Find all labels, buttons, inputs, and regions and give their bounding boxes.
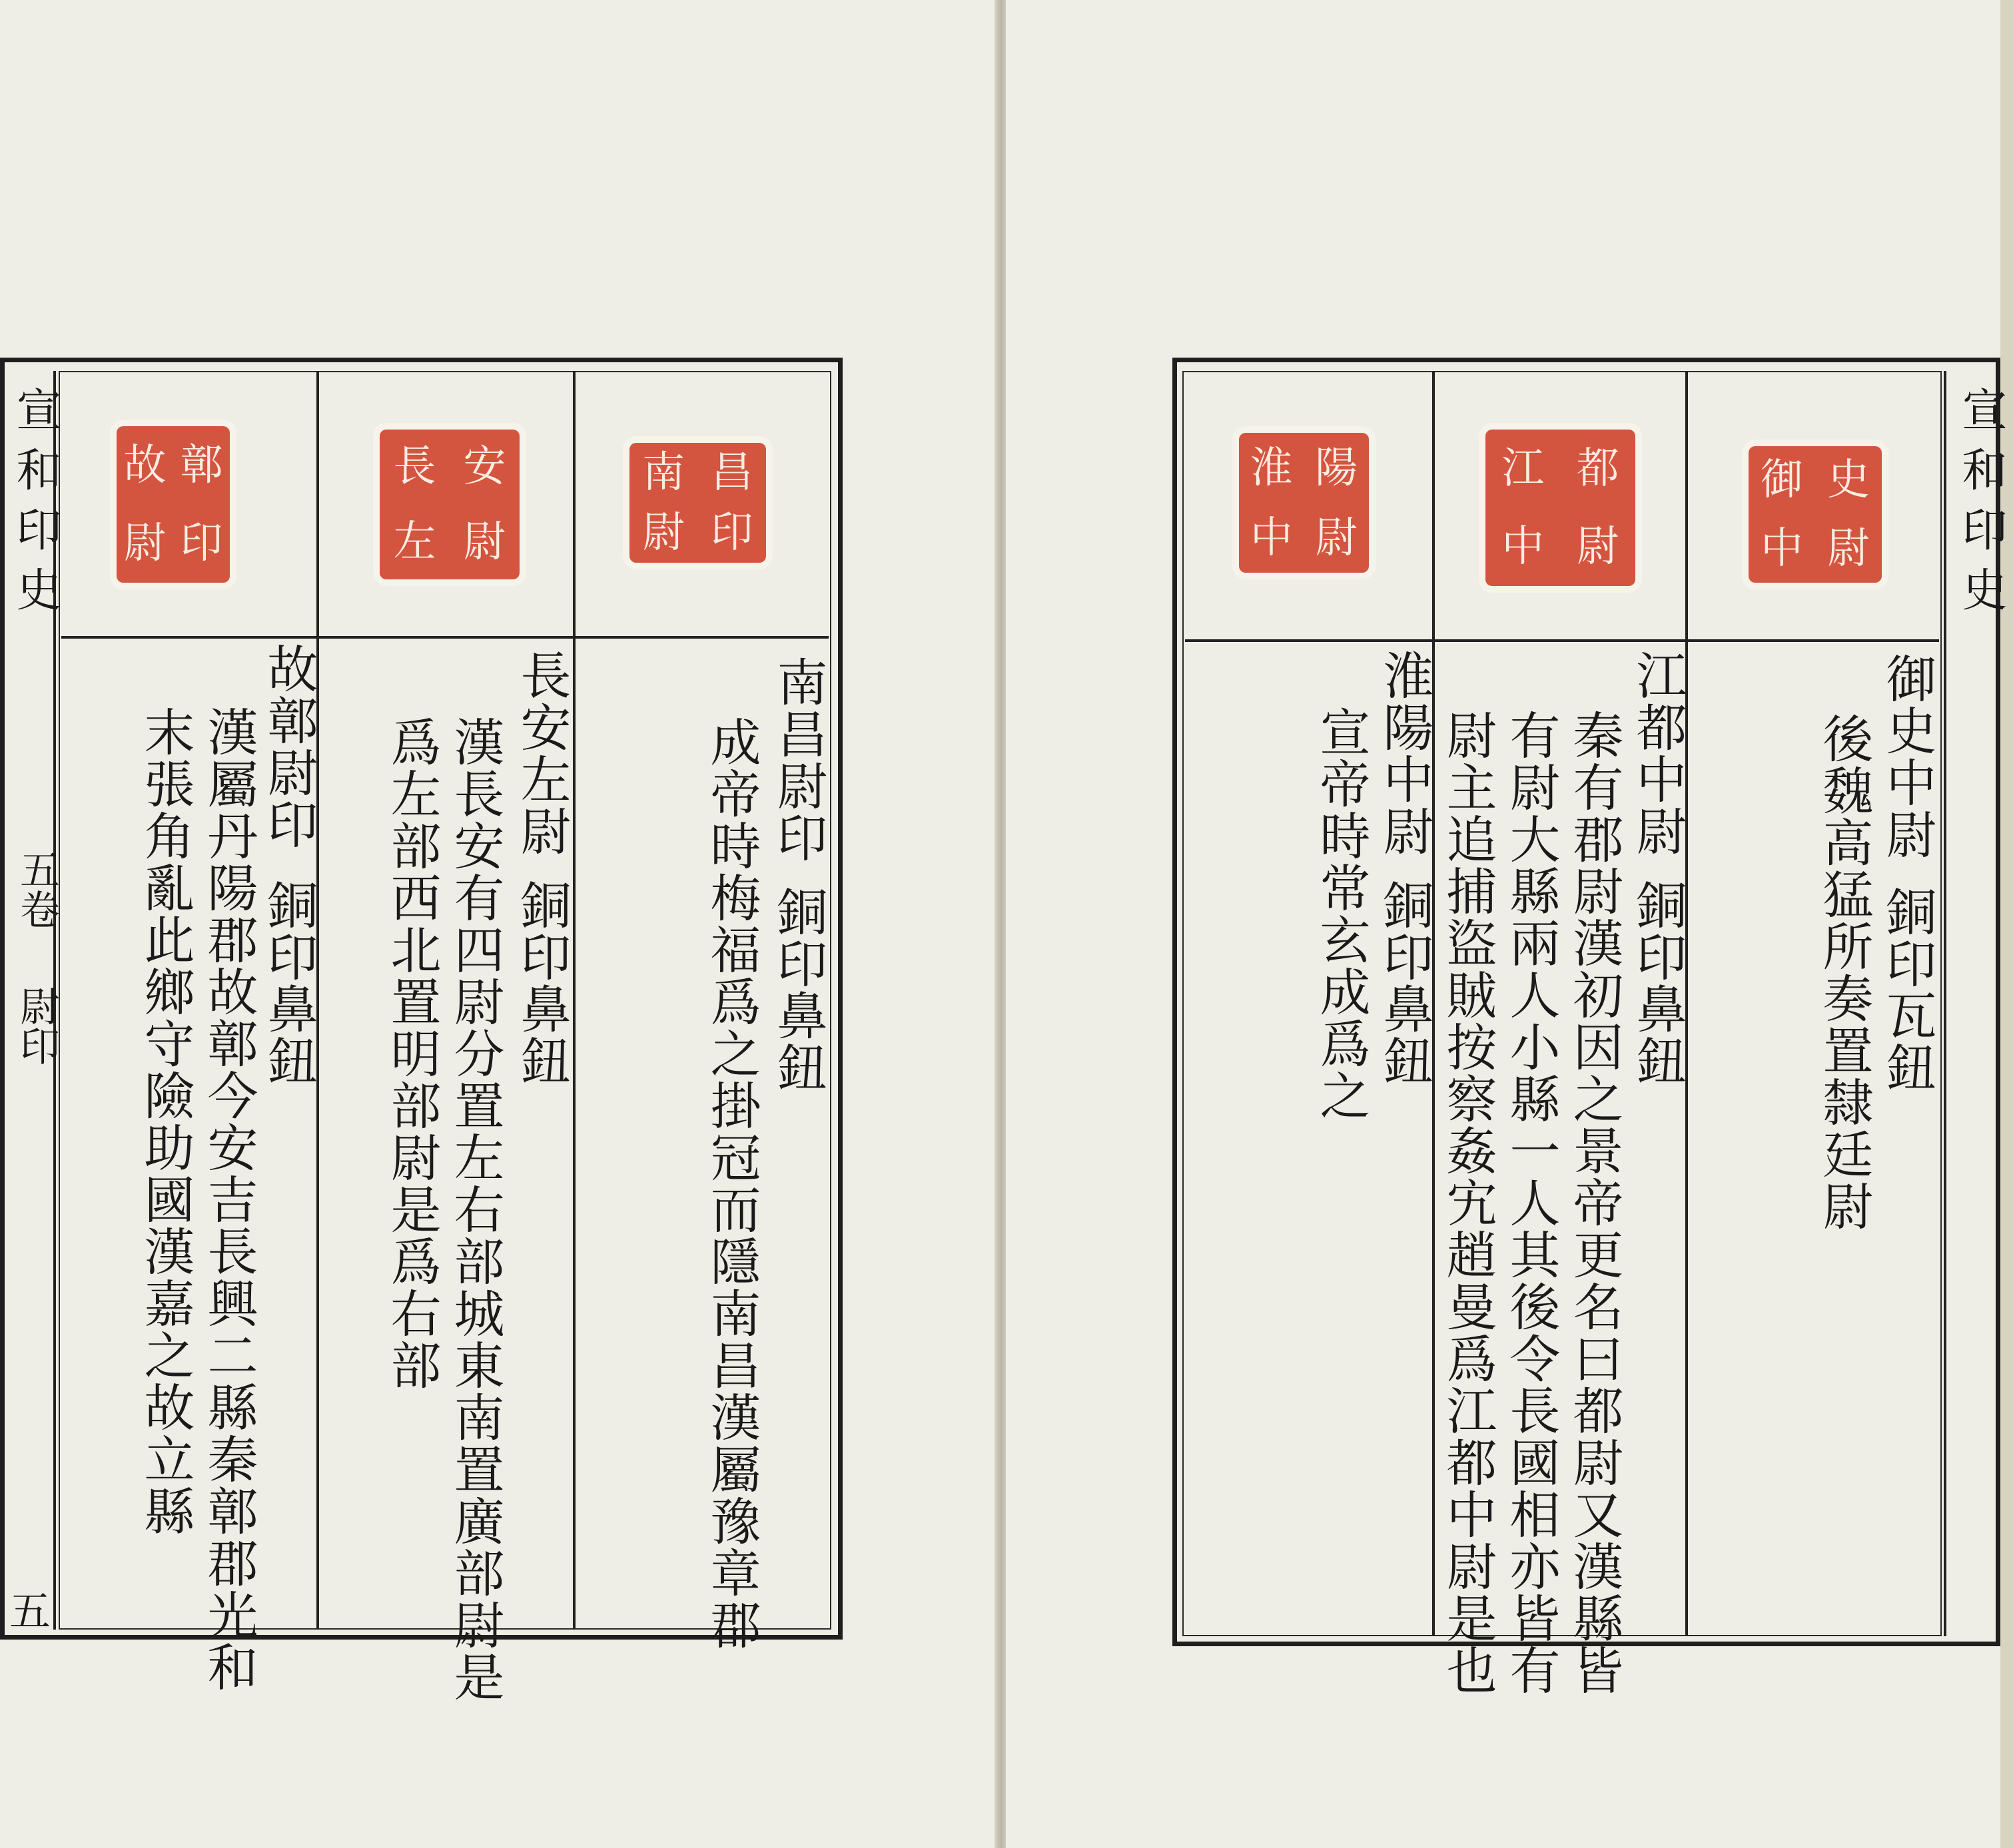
entry-note: 爲左部西北置明部尉是爲右部 bbox=[382, 716, 442, 1391]
seal-char: 故 bbox=[123, 440, 167, 490]
entry-note: 後魏高猛所奏置隸廷尉 bbox=[1814, 713, 1874, 1232]
seal-char: 長 bbox=[393, 442, 436, 492]
left-seal-row-divider bbox=[61, 636, 829, 639]
folio-number: 五 bbox=[9, 1587, 51, 1636]
volume-marker: 五卷 bbox=[13, 849, 60, 929]
seal-char: 御 bbox=[1761, 456, 1803, 505]
seal-char: 印 bbox=[710, 508, 753, 557]
seal-jiangdu-zhongwei bbox=[1485, 430, 1635, 586]
seal-char: 尉 bbox=[1827, 523, 1870, 573]
entry-spec: 銅印鼻鈕 bbox=[769, 886, 828, 1093]
entry-note: 漢長安有四尉分置左右部城東南置廣部尉是 bbox=[446, 716, 505, 1703]
entry-heading: 南昌尉印 bbox=[769, 656, 828, 864]
seal-char: 鄣 bbox=[180, 440, 223, 490]
seal-char: 尉 bbox=[642, 508, 685, 557]
right-page bbox=[1006, 0, 2007, 1848]
entry-heading: 長安左尉 bbox=[512, 649, 572, 857]
seal-char: 尉 bbox=[123, 519, 167, 569]
seal-guzhang-weiyin bbox=[117, 426, 230, 583]
seal-char: 昌 bbox=[710, 448, 753, 497]
seal-char: 尉 bbox=[1576, 522, 1619, 572]
seal-char: 中 bbox=[1501, 522, 1545, 572]
entry-heading: 淮陽中尉 bbox=[1375, 649, 1434, 857]
section-marker: 尉印 bbox=[13, 986, 60, 1066]
entry-note: 宣帝時常玄成爲之 bbox=[1312, 706, 1371, 1121]
seal-char: 中 bbox=[1761, 523, 1803, 573]
entry-spec: 銅印鼻鈕 bbox=[512, 879, 572, 1087]
seal-char: 淮 bbox=[1250, 443, 1293, 493]
seal-char: 江 bbox=[1501, 444, 1545, 493]
right-seal-row-divider bbox=[1185, 639, 1939, 642]
entry-note: 成帝時梅福爲之掛冠而隱南昌漢屬豫章郡 bbox=[702, 716, 761, 1651]
seal-char: 印 bbox=[180, 519, 223, 569]
seal-nanchang-weiyin bbox=[629, 443, 766, 563]
entry-note: 尉主追捕盜賊按察姦宄趙曼爲江都中尉是也 bbox=[1438, 709, 1497, 1696]
seal-char: 安 bbox=[463, 442, 506, 492]
left-page bbox=[0, 0, 997, 1848]
seal-char: 史 bbox=[1827, 456, 1870, 505]
seal-huaiyang-zhongwei bbox=[1239, 433, 1369, 573]
seal-char: 陽 bbox=[1315, 443, 1358, 493]
entry-note: 秦有郡尉漢初因之景帝更名曰都尉又漢縣皆 bbox=[1565, 709, 1624, 1696]
entry-note: 漢屬丹陽郡故鄣今安吉長興二縣秦鄣郡光和 bbox=[199, 706, 258, 1693]
entry-heading: 御史中尉 bbox=[1878, 653, 1937, 860]
book-title-right: 宣和印史 bbox=[1954, 386, 2007, 626]
entry-spec: 銅印瓦鈕 bbox=[1878, 886, 1937, 1093]
book-title-left: 宣和印史 bbox=[9, 386, 61, 626]
entry-note: 末張角亂此鄉守險助國漢嘉之故立縣 bbox=[136, 706, 195, 1537]
seal-char: 尉 bbox=[463, 517, 506, 567]
seal-char: 左 bbox=[393, 517, 436, 567]
seal-char: 尉 bbox=[1315, 513, 1358, 563]
right-margin-rule bbox=[1944, 371, 1946, 1636]
seal-char: 都 bbox=[1576, 444, 1619, 493]
entry-spec: 銅印鼻鈕 bbox=[1375, 879, 1434, 1087]
entry-spec: 銅印鼻鈕 bbox=[1628, 879, 1687, 1087]
entry-note: 有尉大縣兩人小縣一人其後令長國相亦皆有 bbox=[1501, 709, 1561, 1696]
seal-char: 南 bbox=[642, 448, 685, 497]
seal-yushi-zhongwei bbox=[1749, 446, 1882, 583]
seal-changan-zuowei bbox=[380, 430, 520, 579]
entry-heading: 江都中尉 bbox=[1628, 649, 1687, 857]
seal-char: 中 bbox=[1250, 513, 1293, 563]
entry-spec: 銅印鼻鈕 bbox=[259, 879, 318, 1087]
entry-heading: 故鄣尉印 bbox=[259, 643, 318, 850]
